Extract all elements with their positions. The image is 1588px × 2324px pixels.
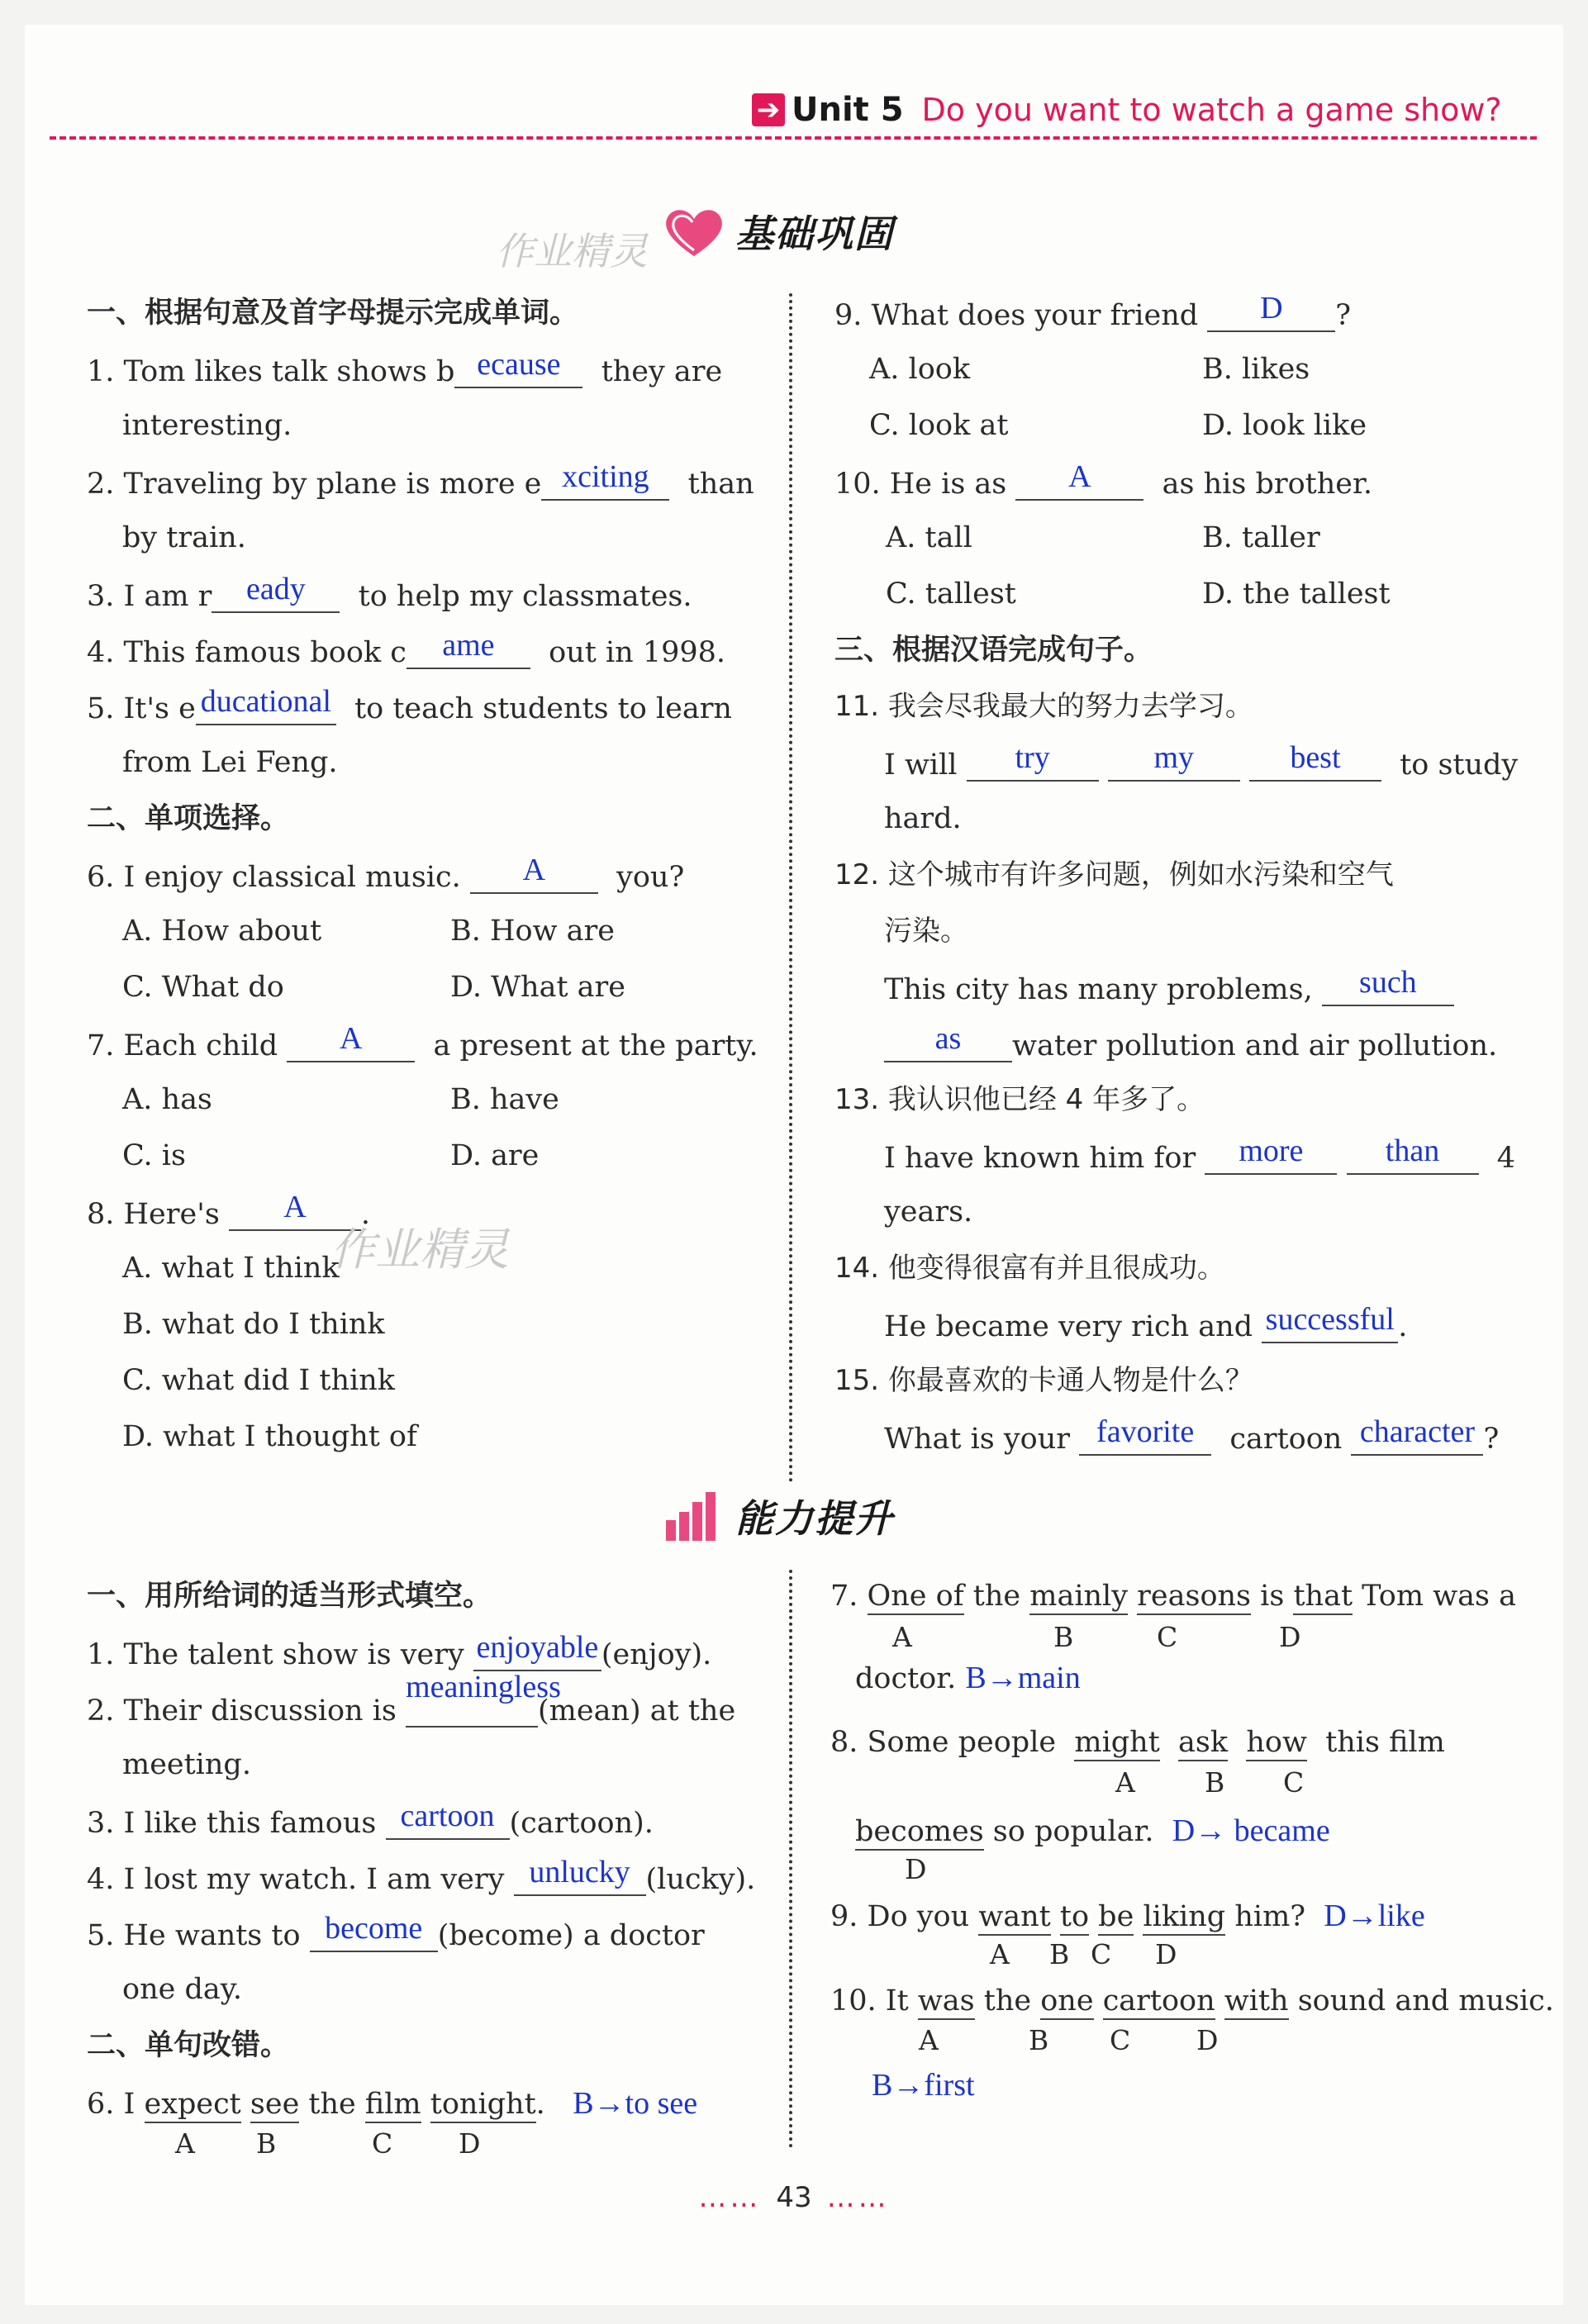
- answer-blank[interactable]: such: [1322, 973, 1454, 1006]
- heart-icon: [661, 202, 727, 260]
- answer-blank[interactable]: ecause: [454, 355, 582, 388]
- watermark: 作业精灵: [496, 229, 648, 273]
- question-14: He became very rich and successful .: [884, 1302, 1408, 1343]
- unit-header: [752, 91, 1502, 129]
- question-2-6: 6. I expect see the film tonight. B→to see: [87, 2088, 697, 2119]
- question-15-zh: 15. 你最喜欢的卡通人物是什么？: [834, 1364, 1253, 1397]
- part-heading: 一、根据句意及首字母提示完成单词。: [87, 297, 579, 330]
- choice-label: D: [459, 2127, 481, 2160]
- column-divider: [789, 1570, 792, 2148]
- choice-label: D: [1279, 1621, 1301, 1653]
- option[interactable]: A. look: [869, 353, 971, 386]
- choice-label: D: [1155, 1938, 1177, 1970]
- question-13-zh: 13. 我认识他已经 4 年多了。: [834, 1083, 1205, 1116]
- watermark: 作业精灵: [330, 1224, 509, 1276]
- question-12-zh: 12. 这个城市有许多问题，例如水污染和空气: [834, 858, 1394, 891]
- answer-blank[interactable]: become: [310, 1919, 438, 1952]
- question-2-8-cont: becomes so popular. D→ became: [855, 1815, 1330, 1846]
- option[interactable]: A. How about: [122, 915, 322, 948]
- section-title: 基础巩固: [735, 211, 894, 256]
- option[interactable]: B. likes: [1202, 353, 1310, 386]
- part-heading: 三、根据汉语完成句子。: [834, 634, 1153, 667]
- choice-label: B: [1049, 1938, 1070, 1970]
- choice-label: C: [1110, 2024, 1131, 2056]
- answer-blank[interactable]: A: [287, 1029, 415, 1062]
- column-divider: [789, 293, 792, 1483]
- answer-blank[interactable]: than: [1347, 1142, 1479, 1175]
- part-heading: 二、单项选择。: [87, 802, 290, 835]
- part-heading: 一、用所给词的适当形式填空。: [87, 1580, 492, 1613]
- answer-blank[interactable]: ducational: [196, 692, 336, 725]
- question-13: I have known him for more than 4: [884, 1133, 1516, 1175]
- option[interactable]: D. What are: [450, 971, 625, 1004]
- question-5: 5. It's e ducational to teach students to learn: [87, 684, 732, 725]
- question-11: I will try my best to study: [884, 740, 1519, 782]
- question-2-10: 10. It was the one cartoon with sound and music.: [830, 1987, 1554, 2016]
- option[interactable]: D. look like: [1202, 409, 1367, 442]
- question-2-1: 1. The talent show is very enjoyable (enjoy).: [87, 1630, 712, 1671]
- section-banner-advanced: [661, 1487, 894, 1545]
- question-12-cont: as water pollution and air pollution.: [884, 1029, 1497, 1062]
- answer-blank[interactable]: best: [1249, 749, 1381, 782]
- question-2: 2. Traveling by plane is more e xciting than: [87, 459, 754, 501]
- choice-label: D: [905, 1853, 927, 1885]
- question-2-5: 5. He wants to become (become) a doctor: [87, 1911, 705, 1952]
- header-divider: [50, 136, 1537, 140]
- choice-label: B: [1029, 2024, 1049, 2056]
- choice-label: C: [1157, 1621, 1178, 1653]
- option[interactable]: A. what I think: [122, 1252, 340, 1285]
- choice-label: D: [1196, 2024, 1219, 2056]
- unit-title: Do you want to watch a game show?: [921, 92, 1502, 128]
- option[interactable]: B. taller: [1202, 521, 1320, 554]
- question-2-7: 7. One of the mainly reasons is that Tom was a: [830, 1582, 1516, 1611]
- question-7: 7. Each child A a present at the party.: [87, 1021, 758, 1062]
- option[interactable]: C. tallest: [886, 577, 1016, 611]
- option[interactable]: C. look at: [869, 409, 1009, 442]
- arrow-icon: ➔: [752, 93, 785, 126]
- answer-blank[interactable]: try: [967, 749, 1099, 782]
- section-title: 能力提升: [735, 1496, 894, 1541]
- part-heading: 二、单句改错。: [87, 2029, 290, 2062]
- answer-blank[interactable]: meaningless: [406, 1694, 538, 1728]
- question-2-5-cont: one day.: [122, 1973, 242, 2006]
- choice-label: B: [1053, 1621, 1074, 1653]
- question-5-cont: from Lei Feng.: [122, 746, 338, 779]
- question-2-9: 9. Do you want to be liking him? D→like: [830, 1900, 1425, 1932]
- answer-blank[interactable]: eady: [212, 580, 340, 613]
- choice-label: C: [1091, 1938, 1112, 1970]
- answer-blank[interactable]: D: [1207, 299, 1335, 332]
- answer-blank[interactable]: enjoyable: [473, 1638, 601, 1671]
- question-2-4: 4. I lost my watch. I am very unlucky (lucky).: [87, 1855, 756, 1896]
- question-1: 1. Tom likes talk shows b ecause they are: [87, 347, 723, 388]
- question-11-cont: hard.: [884, 802, 962, 835]
- option[interactable]: C. What do: [122, 971, 284, 1004]
- option[interactable]: D. the tallest: [1202, 577, 1391, 611]
- option[interactable]: A. has: [122, 1083, 212, 1116]
- question-4: 4. This famous book c ame out in 1998.: [87, 628, 726, 669]
- option[interactable]: D. what I thought of: [122, 1420, 417, 1453]
- choice-label: A: [892, 1621, 912, 1653]
- question-2-2-cont: meeting.: [122, 1748, 251, 1781]
- answer-blank[interactable]: character: [1351, 1423, 1483, 1456]
- choice-label: A: [175, 2127, 195, 2160]
- choice-label: A: [1115, 1766, 1135, 1799]
- bar-chart-icon: [661, 1487, 727, 1545]
- question-1-cont: interesting.: [122, 409, 292, 442]
- option[interactable]: B. what do I think: [122, 1308, 385, 1341]
- question-3: 3. I am r eady to help my classmates.: [87, 572, 692, 613]
- question-14-zh: 14. 他变得很富有并且很成功。: [834, 1252, 1225, 1285]
- answer-blank[interactable]: A: [229, 1198, 361, 1231]
- choice-label: B: [1205, 1766, 1225, 1799]
- answer-blank[interactable]: as: [884, 1029, 1012, 1062]
- option[interactable]: D. are: [450, 1139, 540, 1172]
- choice-label: C: [1283, 1766, 1305, 1799]
- answer-blank[interactable]: my: [1108, 749, 1240, 782]
- question-6: 6. I enjoy classical music. A you?: [87, 853, 685, 894]
- answer-blank[interactable]: ame: [407, 636, 530, 669]
- unit-label: Unit 5: [792, 91, 904, 129]
- answer-blank[interactable]: more: [1205, 1142, 1337, 1175]
- question-12: This city has many problems, such: [884, 973, 1454, 1006]
- question-8: 8. Here's A .: [87, 1190, 371, 1231]
- question-13-cont: years.: [884, 1195, 973, 1229]
- answer-blank[interactable]: successful: [1262, 1310, 1398, 1343]
- answer-blank[interactable]: A: [470, 861, 598, 894]
- choice-label: C: [372, 2127, 393, 2160]
- choice-label: A: [990, 1938, 1010, 1970]
- question-15: What is your favorite cartoon character ?: [884, 1414, 1500, 1456]
- option[interactable]: C. what did I think: [122, 1364, 395, 1397]
- choice-label: B: [256, 2127, 277, 2160]
- choice-label: A: [919, 2024, 939, 2056]
- question-2-2: 2. Their discussion is meaningless(mean) at the: [87, 1670, 736, 1728]
- page-number: …… 43 ……: [698, 2181, 890, 2214]
- option[interactable]: B. How are: [450, 915, 615, 948]
- question-10: 10. He is as A as his brother.: [834, 459, 1372, 501]
- option[interactable]: C. is: [122, 1139, 186, 1172]
- answer-blank[interactable]: A: [1015, 468, 1143, 501]
- answer-blank[interactable]: xciting: [541, 468, 669, 501]
- question-12-zh-cont: 污染。: [884, 915, 968, 948]
- question-2-cont: by train.: [122, 521, 246, 554]
- option[interactable]: A. tall: [886, 521, 972, 554]
- question-2-8: 8. Some people might ask how this film: [830, 1728, 1445, 1757]
- question-11-zh: 11. 我会尽我最大的努力去学习。: [834, 690, 1253, 723]
- answer-blank[interactable]: unlucky: [514, 1863, 646, 1896]
- question-2-10-answer: B→first: [872, 2068, 975, 2103]
- question-2-7-cont: doctor. B→main: [855, 1661, 1081, 1695]
- question-2-3: 3. I like this famous cartoon (cartoon).: [87, 1799, 654, 1840]
- option[interactable]: B. have: [450, 1083, 559, 1116]
- section-banner-basic: [661, 202, 894, 260]
- question-9: 9. What does your friend D ?: [834, 291, 1352, 332]
- answer-blank[interactable]: cartoon: [386, 1807, 510, 1840]
- answer-blank[interactable]: favorite: [1079, 1423, 1211, 1456]
